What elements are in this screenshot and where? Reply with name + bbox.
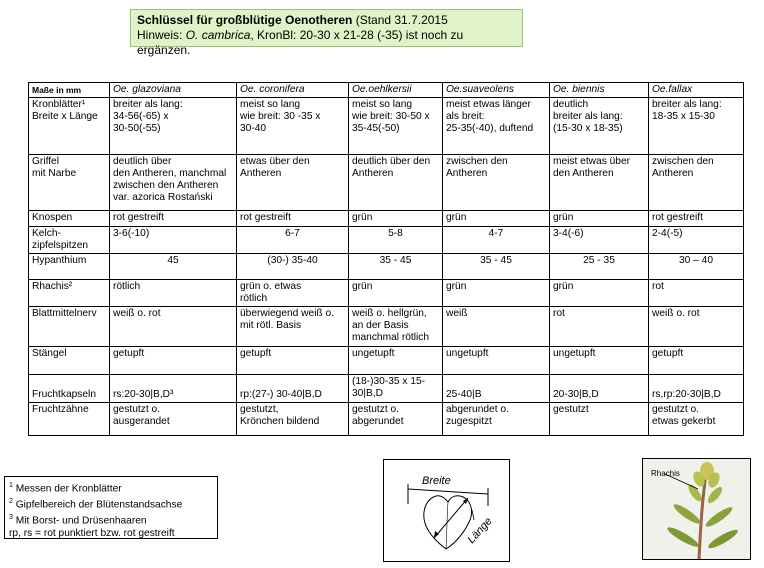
table-cell: 35 - 45	[349, 254, 443, 280]
table-cell: zwischen den Antheren	[443, 155, 550, 211]
species-header: Oe. biennis	[550, 83, 649, 98]
table-cell: 5-8	[349, 227, 443, 254]
table-cell: 3-4(-6)	[550, 227, 649, 254]
table-cell: 45	[110, 254, 237, 280]
table-cell: rötlich	[110, 280, 237, 307]
table-cell: 20-30|B,D	[550, 375, 649, 403]
title-box	[130, 9, 523, 57]
table-row	[29, 307, 744, 347]
hinweis-text: , KronBl: 20-30 x 21-28 (-35) ist noch zu ergänzen.	[137, 28, 464, 57]
table-cell: grün	[349, 211, 443, 227]
table-cell: rot	[649, 280, 744, 307]
table-row	[29, 155, 744, 211]
table-cell: gestutzt o. ausgerandet	[110, 403, 237, 436]
table-cell: grün	[349, 280, 443, 307]
rhachis-photo	[642, 458, 751, 560]
table-cell: rs:20-30|B,D³	[110, 375, 237, 403]
table-cell: deutlich breiter als lang: (15-30 x 18-35)	[550, 98, 649, 155]
table-cell: (18-)30-35 x 15- 30|B,D	[349, 375, 443, 403]
row-label: Hypanthium	[29, 254, 110, 280]
species-header: Oe. glazoviana	[110, 83, 237, 98]
table-cell: grün	[550, 280, 649, 307]
table-cell: grün	[443, 211, 550, 227]
table-cell: weiß o. hellgrün, an der Basis manchmal rötlich	[349, 307, 443, 347]
table-cell: meist etwas über den Antheren	[550, 155, 649, 211]
table-corner-header: Maße in mm	[29, 83, 110, 98]
table-cell: 35 - 45	[443, 254, 550, 280]
petal-drawing	[384, 460, 509, 561]
table-cell: grün	[443, 280, 550, 307]
table-row	[29, 227, 744, 254]
row-label: Fruchtzähne	[29, 403, 110, 436]
table-cell: rp:(27-) 30-40|B,D	[237, 375, 349, 403]
table-cell: etwas über den Antheren	[237, 155, 349, 211]
table-cell: getupft	[237, 347, 349, 375]
table-cell: gestutzt o. abgerundet	[349, 403, 443, 436]
row-label: Griffel mit Narbe	[29, 155, 110, 211]
row-label: Knospen	[29, 211, 110, 227]
table-cell: ungetupft	[550, 347, 649, 375]
species-header: Oe.oehlkersii	[349, 83, 443, 98]
breite-label: Breite	[422, 475, 451, 487]
table-row	[29, 211, 744, 227]
table-cell: 3-6(-10)	[110, 227, 237, 254]
footnote: $^2$ Gipfelbereich der Blütenstandsachse	[9, 497, 183, 511]
table-cell: rs,rp:20-30|B,D	[649, 375, 744, 403]
table-cell: rot gestreift	[649, 211, 744, 227]
table-cell: weiß o. rot	[110, 307, 237, 347]
species-header: Oe.fallax	[649, 83, 744, 98]
row-label: Fruchtkapseln	[29, 375, 110, 403]
table-cell: meist so lang wie breit: 30 -35 x 30-40	[237, 98, 349, 155]
table-cell: deutlich über den Antheren	[349, 155, 443, 211]
table-cell: grün	[550, 211, 649, 227]
footnotes-box	[4, 476, 218, 539]
petal-measurement-sketch	[383, 459, 510, 562]
table-cell: 6-7	[237, 227, 349, 254]
hinweis-prefix: Hinweis:	[137, 28, 186, 42]
table-cell: zwischen den Antheren	[649, 155, 744, 211]
hinweis-species: O. cambrica	[185, 28, 251, 42]
table-row	[29, 403, 744, 436]
table-cell: ungetupft	[349, 347, 443, 375]
table-cell: weiß	[443, 307, 550, 347]
table-cell: 30 – 40	[649, 254, 744, 280]
table-cell: 25 - 35	[550, 254, 649, 280]
species-header: Oe.suaveolens	[443, 83, 550, 98]
table-cell: gestutzt	[550, 403, 649, 436]
footnote: $^1$ Messen der Kronblätter	[9, 482, 122, 495]
table-cell: grün o. etwas rötlich	[237, 280, 349, 307]
table-cell: rot gestreift	[110, 211, 237, 227]
table-cell: ungetupft	[443, 347, 550, 375]
table-cell: getupft	[110, 347, 237, 375]
table-cell: 25-40|B	[443, 375, 550, 403]
table-row	[29, 254, 744, 280]
rhachis-label: Rhachis	[651, 469, 680, 478]
stand-date: (Stand 31.7.2015	[352, 13, 448, 27]
row-label: Kelch- zipfelspitzen	[29, 227, 110, 254]
key-table	[28, 82, 744, 436]
table-row	[29, 375, 744, 403]
table-cell: deutlich über den Antheren, manchmal zwischen den Antheren var. azorica Rostański	[110, 155, 237, 211]
laenge-label: Länge	[465, 515, 495, 547]
table-cell: abgerundet o. zugespitzt	[443, 403, 550, 436]
row-label: Rhachis²	[29, 280, 110, 307]
row-label: Stängel	[29, 347, 110, 375]
title: Schlüssel für großblütige Oenotheren	[137, 13, 353, 27]
table-cell: gestutzt, Krönchen bildend	[237, 403, 349, 436]
table-cell: gestutzt o. etwas gekerbt	[649, 403, 744, 436]
table-cell: überwiegend weiß o. mit rötl. Basis	[237, 307, 349, 347]
table-cell: weiß o. rot	[649, 307, 744, 347]
row-label: Kronblätter¹ Breite x Länge	[29, 98, 110, 155]
table-row	[29, 98, 744, 155]
table-cell: 4-7	[443, 227, 550, 254]
table-cell: breiter als lang: 34-56(-65) x 30-50(-55)	[110, 98, 237, 155]
table-row	[29, 280, 744, 307]
row-label: Blattmittelnerv	[29, 307, 110, 347]
table-row	[29, 347, 744, 375]
table-cell: rot gestreift	[237, 211, 349, 227]
table-cell: rot	[550, 307, 649, 347]
table-cell: meist etwas länger als breit: 25-35(-40), duftend	[443, 98, 550, 155]
table-cell: breiter als lang: 18-35 x 15-30	[649, 98, 744, 155]
table-cell: meist so lang wie breit: 30-50 x 35-45(-50)	[349, 98, 443, 155]
table-cell: 2-4(-5)	[649, 227, 744, 254]
footnote: $^3$ Mit Borst- und Drüsenhaaren	[9, 513, 147, 527]
footnote: rp, rs = rot punktiert bzw. rot gestreift	[9, 527, 175, 539]
table-cell: (30-) 35-40	[237, 254, 349, 280]
table-cell: getupft	[649, 347, 744, 375]
species-header: Oe. coronifera	[237, 83, 349, 98]
